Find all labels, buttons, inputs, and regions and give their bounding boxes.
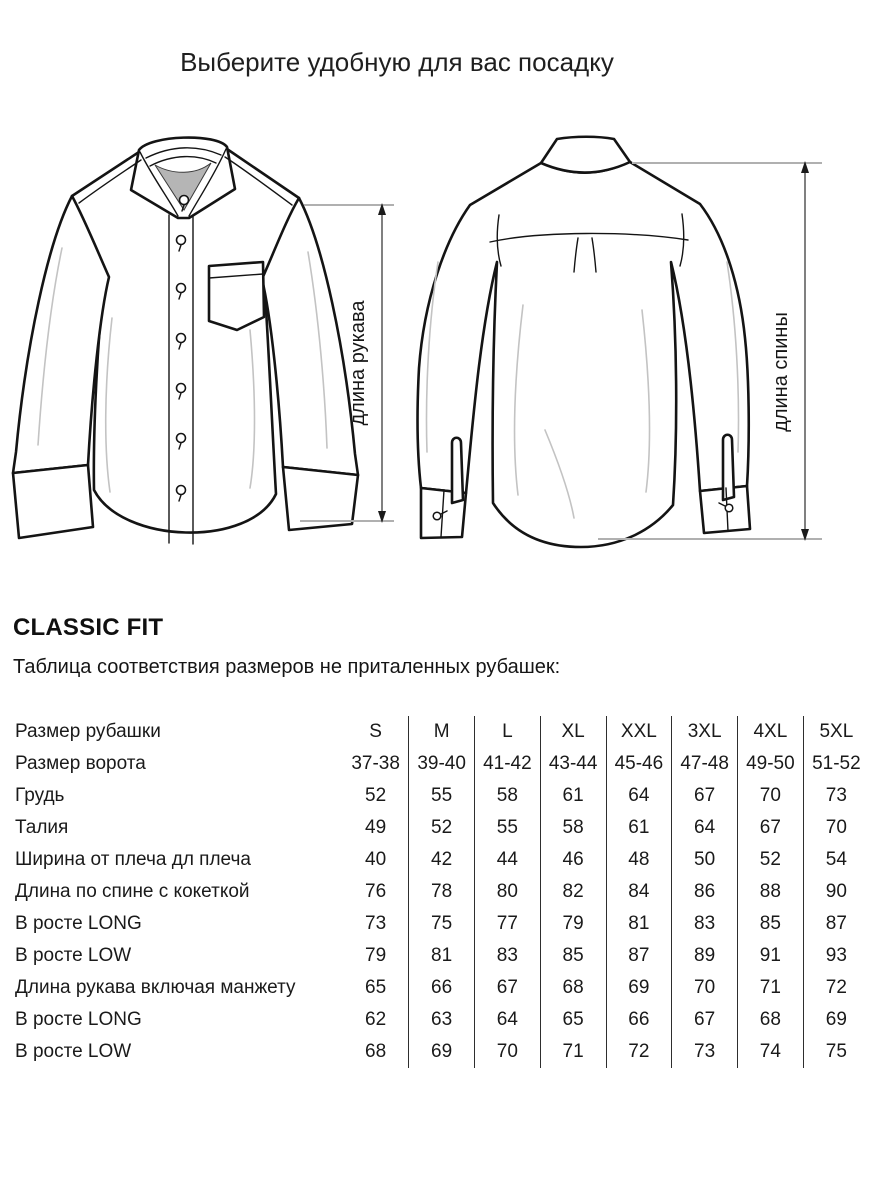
size-cell: 80 <box>475 876 541 908</box>
size-cell: 75 <box>409 908 475 940</box>
size-cell: 88 <box>738 876 804 908</box>
size-cell: 52 <box>409 812 475 844</box>
size-cell: 85 <box>540 940 606 972</box>
size-cell: 46 <box>540 844 606 876</box>
size-cell: 68 <box>540 972 606 1004</box>
size-cell: 83 <box>475 940 541 972</box>
size-cell: 66 <box>409 972 475 1004</box>
size-cell: 51-52 <box>803 748 869 780</box>
size-cell: 49-50 <box>738 748 804 780</box>
back-right-sleeve-placket <box>723 435 734 500</box>
size-cell: 40 <box>365 849 387 870</box>
table-row <box>15 908 869 940</box>
size-cell: M <box>409 716 475 748</box>
size-cell: 49 <box>365 817 387 838</box>
table-row <box>15 940 869 972</box>
row-label: Грудь <box>15 785 65 806</box>
size-cell: 81 <box>409 940 475 972</box>
size-cell: 50 <box>672 844 738 876</box>
size-cell: 47-48 <box>672 748 738 780</box>
size-cell: 5XL <box>803 716 869 748</box>
row-label: Размер рубашки <box>15 721 161 742</box>
size-cell: 85 <box>738 908 804 940</box>
size-cell: 70 <box>803 812 869 844</box>
table-row <box>15 876 869 908</box>
size-cell: 70 <box>738 780 804 812</box>
size-cell: 39-40 <box>409 748 475 780</box>
size-cell: 67 <box>475 972 541 1004</box>
size-cell: 66 <box>606 1004 672 1036</box>
size-cell: 83 <box>672 908 738 940</box>
size-cell: 65 <box>365 977 387 998</box>
button-icon <box>177 486 186 495</box>
size-cell: 4XL <box>738 716 804 748</box>
size-cell: 74 <box>738 1036 804 1068</box>
size-cell: 70 <box>475 1036 541 1068</box>
row-label: В росте LOW <box>15 1041 132 1062</box>
size-cell: XXL <box>606 716 672 748</box>
table-row <box>15 812 869 844</box>
size-cell: 48 <box>606 844 672 876</box>
size-cell: 79 <box>365 945 387 966</box>
size-cell: 73 <box>803 780 869 812</box>
size-cell: 76 <box>365 881 387 902</box>
size-cell: 78 <box>409 876 475 908</box>
size-cell: 61 <box>540 780 606 812</box>
size-cell: 69 <box>606 972 672 1004</box>
size-cell: 69 <box>409 1036 475 1068</box>
back-body <box>418 162 749 547</box>
size-cell: 79 <box>540 908 606 940</box>
size-cell: 58 <box>540 812 606 844</box>
size-cell: 71 <box>540 1036 606 1068</box>
table-row <box>15 1036 869 1068</box>
button-icon <box>433 512 441 520</box>
size-cell: 81 <box>606 908 672 940</box>
size-cell: 77 <box>475 908 541 940</box>
front-left-cuff <box>13 465 93 538</box>
page-title: Выберите удобную для вас посадку <box>180 47 614 77</box>
size-cell: 61 <box>606 812 672 844</box>
size-cell: 70 <box>672 972 738 1004</box>
button-icon <box>725 504 733 512</box>
size-cell: 44 <box>475 844 541 876</box>
size-table <box>15 716 869 1068</box>
shirt-back-drawing <box>418 137 750 547</box>
button-icon <box>177 236 186 245</box>
size-cell: XL <box>540 716 606 748</box>
size-cell: 72 <box>803 972 869 1004</box>
back-length-label: длина спины <box>770 312 792 432</box>
size-cell: 55 <box>475 812 541 844</box>
shirt-front-drawing <box>13 138 358 544</box>
size-cell: 93 <box>803 940 869 972</box>
size-cell: 89 <box>672 940 738 972</box>
size-cell: 64 <box>672 812 738 844</box>
size-cell: 67 <box>672 1004 738 1036</box>
size-cell: 41-42 <box>475 748 541 780</box>
size-cell: 42 <box>409 844 475 876</box>
size-cell: 37-38 <box>351 753 400 774</box>
size-cell: 67 <box>672 780 738 812</box>
size-cell: 68 <box>365 1041 387 1062</box>
size-cell: 43-44 <box>540 748 606 780</box>
size-cell: 73 <box>672 1036 738 1068</box>
size-cell: 72 <box>606 1036 672 1068</box>
button-icon <box>177 384 186 393</box>
size-cell: 62 <box>365 1009 387 1030</box>
size-cell: 55 <box>409 780 475 812</box>
size-cell: 82 <box>540 876 606 908</box>
size-cell: 45-46 <box>606 748 672 780</box>
button-icon <box>180 196 189 205</box>
row-label: В росте LOW <box>15 945 132 966</box>
size-cell: 52 <box>365 785 387 806</box>
button-icon <box>177 284 186 293</box>
size-cell: 67 <box>738 812 804 844</box>
size-cell: 90 <box>803 876 869 908</box>
size-cell: 64 <box>606 780 672 812</box>
size-cell: 65 <box>540 1004 606 1036</box>
back-left-sleeve-placket <box>452 438 463 503</box>
row-label: Талия <box>15 817 69 838</box>
row-label: Длина рукава включая манжету <box>15 977 296 998</box>
size-cell: 75 <box>803 1036 869 1068</box>
classic-fit-heading: CLASSIC FIT <box>13 614 164 641</box>
size-cell: 73 <box>365 913 387 934</box>
sleeve-length-label: длина рукава <box>347 300 369 426</box>
table-row <box>15 716 869 748</box>
size-cell: 64 <box>475 1004 541 1036</box>
front-pocket <box>209 262 264 330</box>
button-icon <box>177 434 186 443</box>
size-cell: 91 <box>738 940 804 972</box>
size-cell: 3XL <box>672 716 738 748</box>
size-cell: 68 <box>738 1004 804 1036</box>
table-row <box>15 780 869 812</box>
row-label: Размер ворота <box>15 753 146 774</box>
size-cell: L <box>475 716 541 748</box>
size-cell: 86 <box>672 876 738 908</box>
row-label: Длина по спине с кокеткой <box>15 881 250 902</box>
row-label: В росте LONG <box>15 913 142 934</box>
size-cell: 52 <box>738 844 804 876</box>
size-cell: 63 <box>409 1004 475 1036</box>
table-row <box>15 972 869 1004</box>
size-cell: 69 <box>803 1004 869 1036</box>
size-cell: 71 <box>738 972 804 1004</box>
size-cell: 87 <box>606 940 672 972</box>
row-label: В росте LONG <box>15 1009 142 1030</box>
size-cell: S <box>369 721 382 742</box>
row-label: Ширина от плеча дл плеча <box>15 849 251 870</box>
button-icon <box>177 334 186 343</box>
size-cell: 54 <box>803 844 869 876</box>
table-row <box>15 1004 869 1036</box>
size-cell: 87 <box>803 908 869 940</box>
table-row <box>15 748 869 780</box>
table-row <box>15 844 869 876</box>
size-cell: 84 <box>606 876 672 908</box>
table-subtitle: Таблица соответствия размеров не приталенных рубашек: <box>13 656 561 678</box>
size-cell: 58 <box>475 780 541 812</box>
